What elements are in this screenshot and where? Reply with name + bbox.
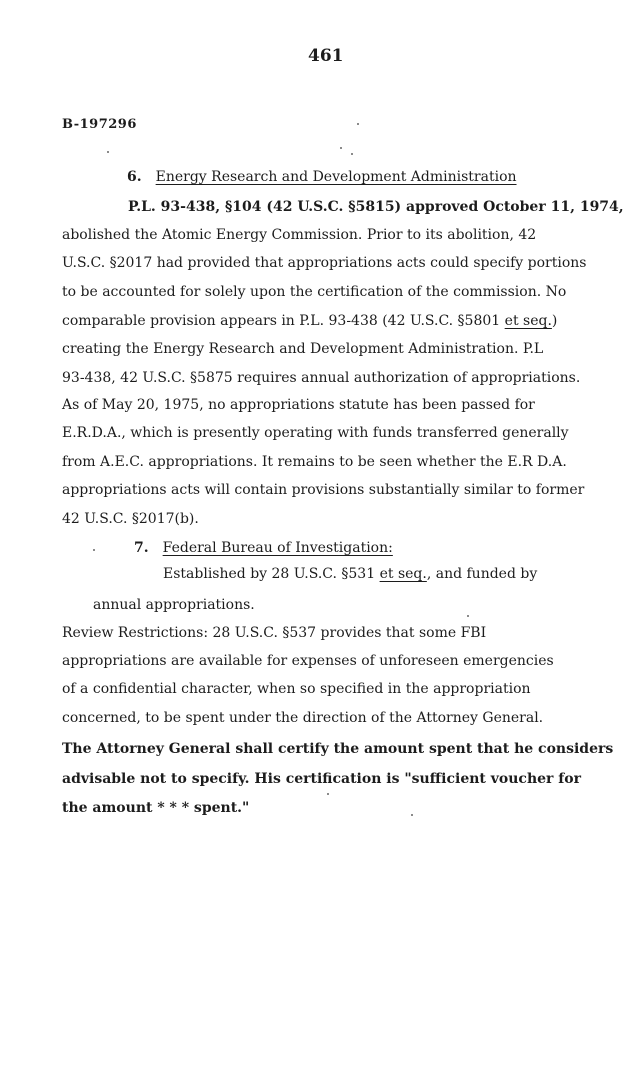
- text-line: 93-438, 42 U.S.C. §5875 requires annual authorization of appropriations.: [62, 370, 581, 386]
- text-segment: ): [551, 313, 558, 329]
- scan-speck: [327, 793, 329, 795]
- text-segment: Established by 28 U.S.C. §531: [163, 566, 376, 582]
- text-line: appropriations acts will contain provisions substantially similar to former: [62, 482, 585, 498]
- section-number: 6.: [127, 169, 142, 185]
- text-line: to be accounted for solely upon the certification of the commission. No: [62, 284, 567, 300]
- text-line: E.R.D.A., which is presently operating with funds transferred generally: [62, 425, 569, 441]
- text-line: [62, 313, 557, 329]
- scan-speck: [93, 549, 95, 551]
- text-line: Review Restrictions: 28 U.S.C. §537 provides that some FBI: [62, 625, 487, 641]
- text-line: concerned, to be spent under the direction of the Attorney General.: [62, 710, 544, 726]
- et-seq-text: et seq.: [504, 313, 552, 329]
- section-6-heading: [127, 169, 517, 185]
- text-line: U.S.C. §2017 had provided that appropriations acts could specify portions: [62, 255, 587, 271]
- scan-speck: [351, 153, 353, 155]
- text-line: The Attorney General shall certify the amount spent that he considers: [62, 741, 614, 757]
- text-line: As of May 20, 1975, no appropriations statute has been passed for: [62, 397, 535, 413]
- text-line: creating the Energy Research and Development Administration. P.L: [62, 341, 544, 357]
- text-segment: comparable provision appears in P.L. 93-438 (42 U.S.C. §5801: [62, 313, 501, 329]
- text-line: 42 U.S.C. §2017(b).: [62, 511, 199, 527]
- et-seq-text: et seq.: [379, 566, 427, 582]
- text-line: the amount * * * spent.": [62, 800, 250, 816]
- scan-speck: [357, 123, 359, 125]
- text-line: P.L. 93-438, §104 (42 U.S.C. §5815) approved October 11, 1974,: [128, 199, 624, 215]
- text-line: annual appropriations.: [93, 597, 255, 613]
- section-7-heading: [134, 540, 393, 556]
- text-line: [163, 566, 537, 582]
- document-id: B-197296: [62, 117, 137, 132]
- text-line: from A.E.C. appropriations. It remains to be seen whether the E.R D.A.: [62, 454, 567, 470]
- section-title: Energy Research and Development Administration: [155, 169, 517, 185]
- text-segment: , and funded by: [426, 566, 538, 582]
- page-number: 461: [308, 46, 344, 66]
- scan-speck: [340, 147, 342, 149]
- section-number: 7.: [134, 540, 149, 556]
- scan-speck: [107, 151, 109, 153]
- text-line: appropriations are available for expenses of unforeseen emergencies: [62, 653, 554, 669]
- scan-speck: [467, 615, 469, 617]
- scan-speck: [411, 814, 413, 816]
- section-title: Federal Bureau of Investigation:: [162, 540, 393, 556]
- text-line: advisable not to specify. His certification is "sufficient voucher for: [62, 771, 582, 787]
- text-line: of a confidential character, when so specified in the appropriation: [62, 681, 531, 697]
- text-line: abolished the Atomic Energy Commission. Prior to its abolition, 42: [62, 227, 537, 243]
